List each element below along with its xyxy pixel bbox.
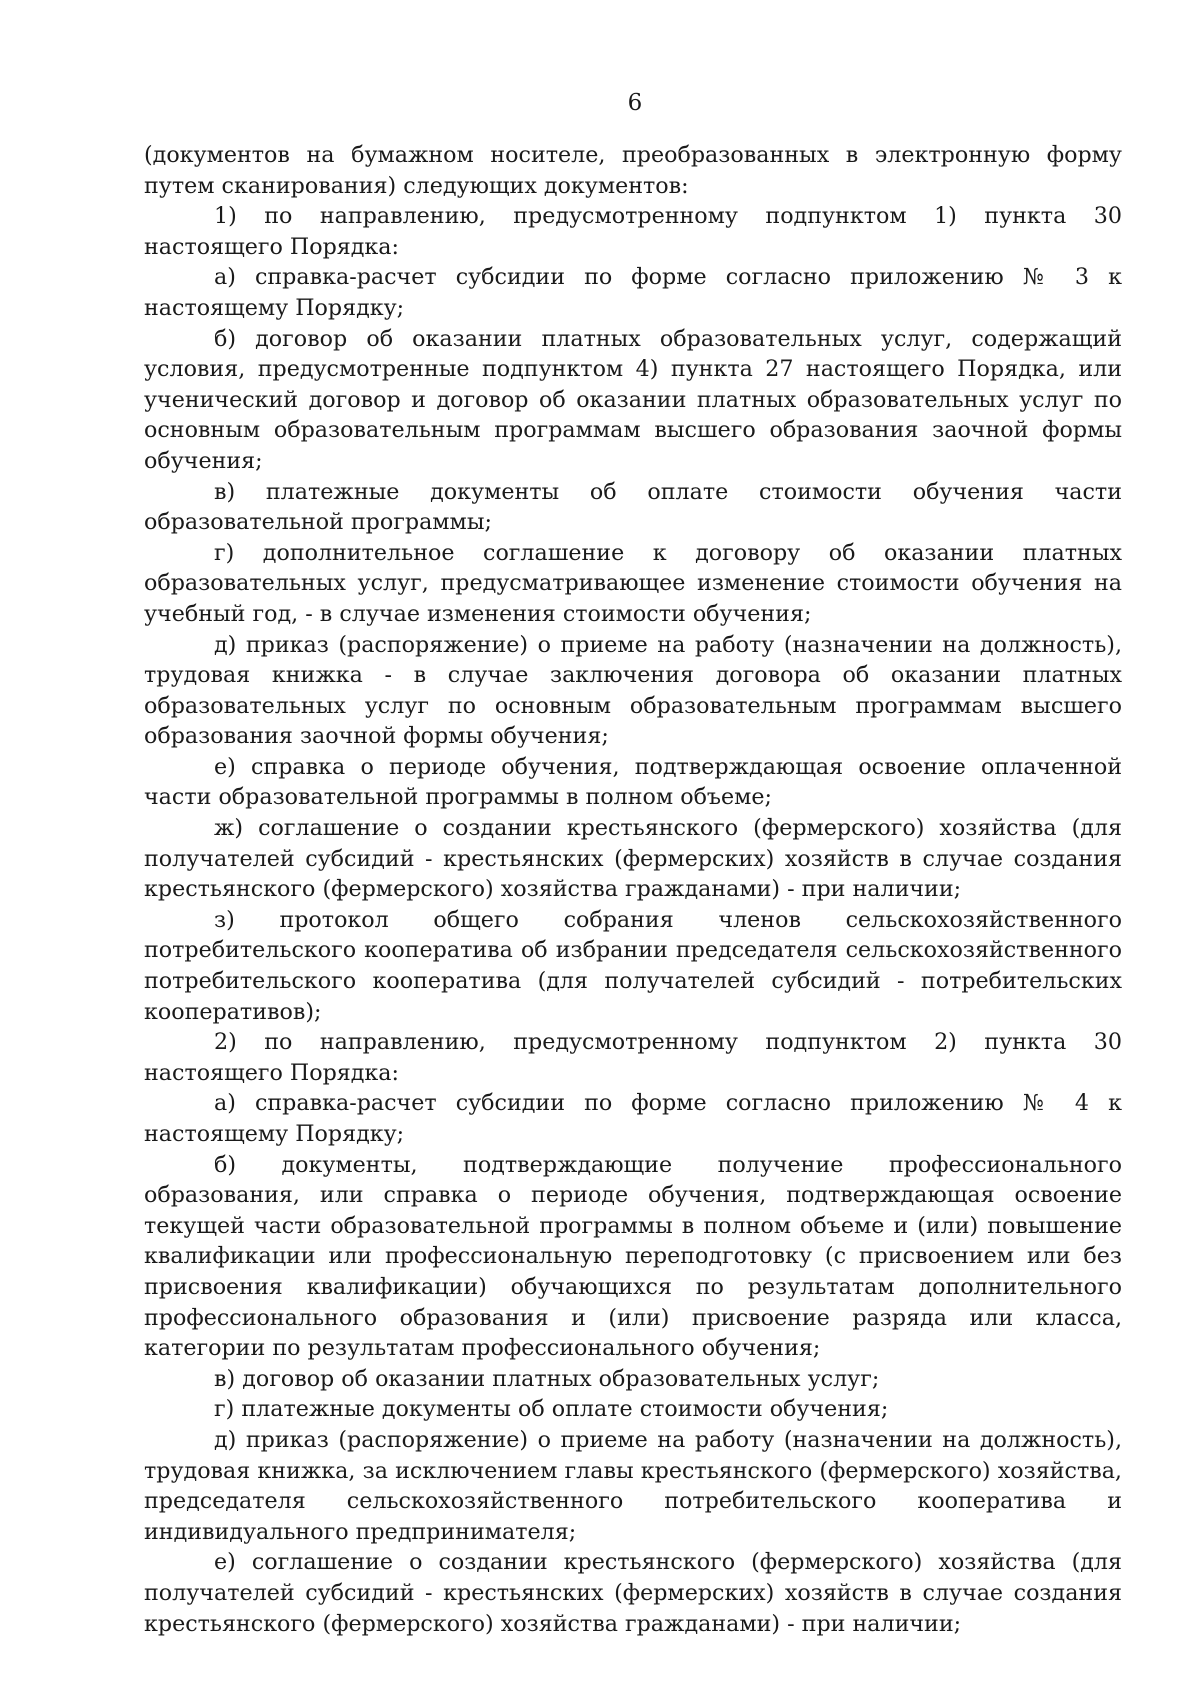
paragraph-item-1e: е) справка о периоде обучения, подтверждающая освоение оплаченной части образовательной программы в полном объеме; [144,753,1122,811]
paragraph-item-1d: д) приказ (распоряжение) о приеме на работу (назначении на должность), трудовая книжка - в случае заключения договора об оказании платных образовательных услуг по основным образовательным программам высшего образования заочной формы обучения; [144,631,1122,750]
paragraph-item-2e: е) соглашение о создании крестьянского (фермерского) хозяйства (для получателей субсидий - крестьянских (фермерских) хозяйств в случае создания крестьянского (фермерского) хозяйства гражданами) - при наличии; [144,1549,1122,1637]
paragraph-item-2v: в) договор об оказании платных образовательных услуг; [214,1365,880,1392]
document-body [144,140,1122,1639]
paragraph-item-1v: в) платежные документы об оплате стоимости обучения части образовательной программы; [144,478,1122,536]
paragraph-item-2b: б) документы, подтверждающие получение профессионального образования, или справка о периоде обучения, подтверждающая освоение текущей части образовательной программы в полном объеме и (или) повышение квалификации или профессиональную переподготовку (с присвоением или без присвоения квалификации) обучающихся по результатам дополнительного профессионального образования и (или) присвоение разряда или класса, категории по результатам профессионального обучения; [144,1151,1122,1362]
paragraph-item-1g: г) дополнительное соглашение к договору об оказании платных образовательных услуг, предусматривающее изменение стоимости обучения на учебный год, - в случае изменения стоимости обучения; [144,539,1122,627]
paragraph-item-1a: а) справка-расчет субсидии по форме согласно приложению № 3 к настоящему Порядку; [144,264,1122,321]
paragraph-item-2a: а) справка-расчет субсидии по форме согласно приложению № 4 к настоящему Порядку; [144,1090,1122,1147]
page-number: 6 [627,90,643,116]
paragraph-item-2d: д) приказ (распоряжение) о приеме на работу (назначении на должность), трудовая книжка, за исключением главы крестьянского (фермерского) хозяйства, председателя сельскохозяйственного потребительского кооператива и индивидуального предпринимателя; [144,1426,1122,1545]
paragraph-continuation: (документов на бумажном носителе, преобразованных в электронную форму путем сканирования) следующих документов: [144,142,1122,199]
paragraph-item-1b: б) договор об оказании платных образовательных услуг, содержащий условия, предусмотренные подпунктом 4) пункта 27 настоящего Порядка, или ученический договор и договор об оказании платных образовательных услуг по основным образовательным программам высшего образования заочной формы обучения; [144,325,1122,474]
paragraph-item-1z: з) протокол общего собрания членов сельскохозяйственного потребительского кооператива об избрании председателя сельскохозяйственного потребительского кооператива (для получателей субсидий - потребительских кооперативов); [144,906,1122,1025]
paragraph-item-1zh: ж) соглашение о создании крестьянского (фермерского) хозяйства (для получателей субсидий - крестьянских (фермерских) хозяйств в случае создания крестьянского (фермерского) хозяйства гражданами) - при наличии; [144,815,1122,903]
paragraph-item-2: 2) по направлению, предусмотренному подпунктом 2) пункта 30 настоящего Порядка: [144,1029,1122,1086]
paragraph-item-2g: г) платежные документы об оплате стоимости обучения; [214,1396,889,1423]
paragraph-item-1: 1) по направлению, предусмотренному подпунктом 1) пункта 30 настоящего Порядка: [144,203,1122,260]
